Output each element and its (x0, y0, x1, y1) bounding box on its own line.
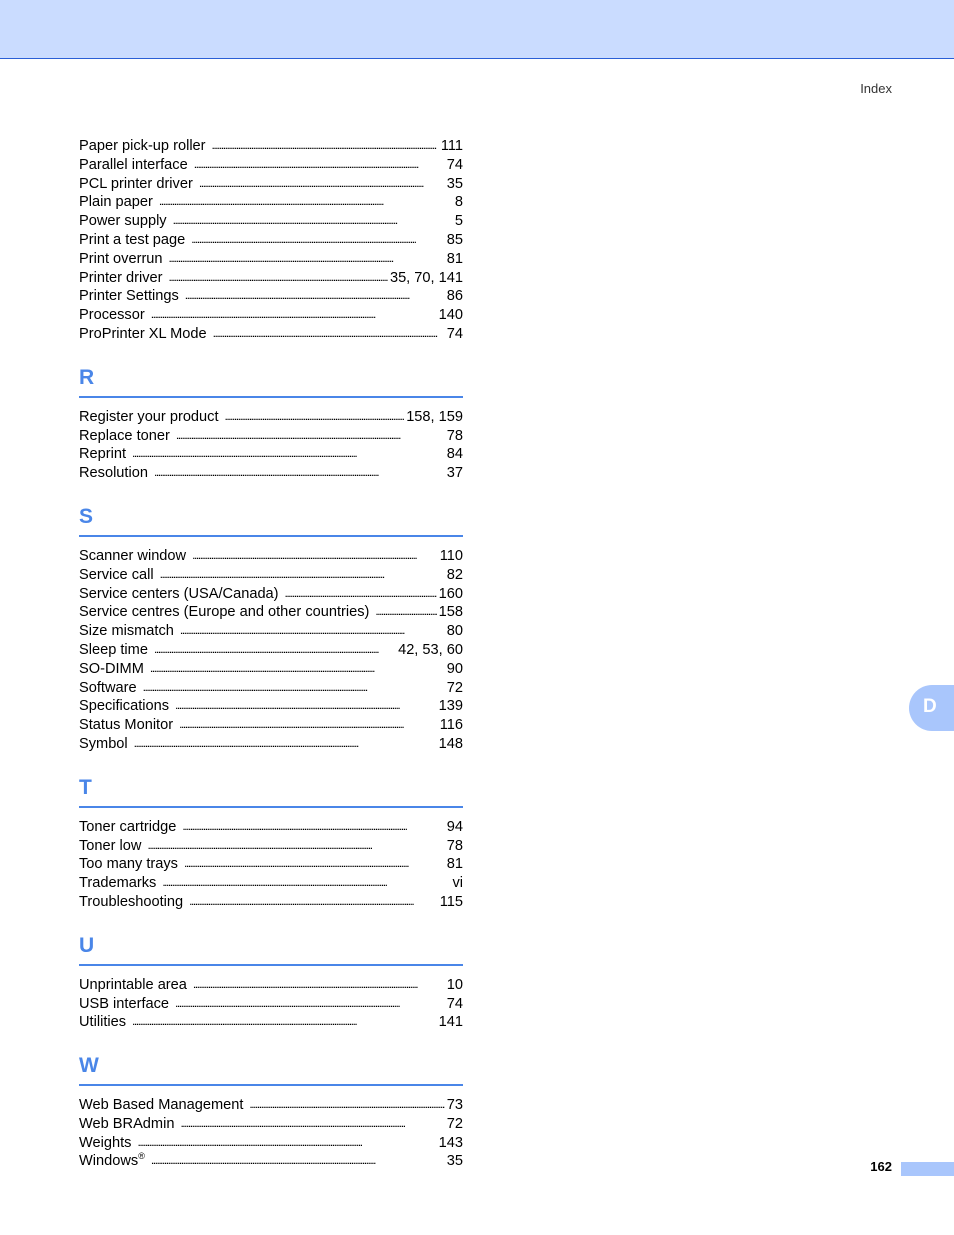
index-term (79, 622, 180, 641)
dot-leader (194, 155, 445, 174)
index-term (79, 1013, 132, 1032)
index-entry[interactable] (79, 287, 463, 306)
dot-leader (192, 546, 438, 565)
index-entry[interactable] (79, 547, 463, 566)
index-entry[interactable] (79, 250, 463, 269)
index-pages[interactable]: 74 (446, 325, 463, 342)
index-term-text: Print overrun (79, 250, 163, 267)
index-pages[interactable]: 73 (446, 1097, 463, 1114)
dot-leader (180, 1114, 444, 1133)
dot-leader (179, 715, 438, 734)
dot-leader (169, 268, 388, 287)
index-term (79, 137, 212, 156)
index-term (79, 1115, 180, 1134)
index-entry[interactable] (79, 1096, 463, 1115)
index-term (79, 837, 147, 856)
dot-leader (134, 734, 437, 753)
index-entry[interactable] (79, 156, 463, 175)
index-pages[interactable]: 82 (446, 566, 463, 583)
index-pages[interactable]: 5 (454, 213, 463, 230)
dot-leader (249, 1095, 444, 1114)
index-term (79, 1134, 137, 1153)
index-entry[interactable] (79, 445, 463, 464)
dot-leader (225, 407, 405, 426)
dot-leader (213, 324, 445, 343)
dot-leader (159, 192, 453, 211)
dot-leader (199, 174, 445, 193)
dot-leader (189, 892, 438, 911)
index-entry[interactable] (79, 893, 463, 912)
index-term-text: Printer Settings (79, 288, 179, 305)
index-entry[interactable] (79, 716, 463, 735)
index-term-text: Toner cartridge (79, 818, 177, 835)
index-entry[interactable] (79, 137, 463, 156)
section-heading-r: R (79, 363, 463, 398)
index-entry[interactable] (79, 408, 463, 427)
index-term-text: SO-DIMM (79, 660, 144, 677)
index-term-text: ProPrinter XL Mode (79, 325, 207, 342)
index-pages[interactable]: 84 (446, 446, 463, 463)
index-term (79, 893, 189, 912)
index-pages[interactable]: 111 (440, 138, 463, 154)
index-pages[interactable]: 35 (446, 1153, 463, 1170)
dot-leader (151, 1151, 445, 1170)
index-pages[interactable]: 78 (446, 837, 463, 854)
dot-leader (154, 640, 396, 659)
dot-leader (151, 305, 437, 324)
index-term (79, 660, 150, 679)
dot-leader (175, 696, 437, 715)
index-term-text: Service centres (Europe and other countries) (79, 604, 370, 621)
index-term-text: Too many trays (79, 856, 178, 873)
index-term-text: Web Based Management (79, 1097, 244, 1114)
index-pages[interactable]: 85 (446, 231, 463, 248)
dot-leader (176, 426, 445, 445)
dot-leader (154, 463, 445, 482)
index-entry[interactable] (79, 269, 463, 288)
index-term-text: Parallel interface (79, 156, 188, 173)
dot-leader (375, 602, 436, 621)
index-term (79, 306, 151, 325)
dot-leader (173, 211, 453, 230)
index-pages[interactable]: 74 (446, 156, 463, 173)
dot-leader (132, 1012, 437, 1031)
index-pages[interactable]: 94 (446, 818, 463, 835)
index-term (79, 874, 162, 893)
index-term-text: Software (79, 679, 137, 696)
dot-leader (193, 975, 445, 994)
running-header: Index (860, 81, 892, 96)
index-term-text: Power supply (79, 213, 167, 230)
index-entry[interactable] (79, 1115, 463, 1134)
chapter-tab-d[interactable]: D (909, 685, 954, 731)
index-term (79, 547, 192, 566)
index-pages[interactable]: 72 (446, 679, 463, 696)
index-term (79, 1096, 249, 1115)
index-pages[interactable]: 78 (446, 427, 463, 444)
index-pages[interactable]: 80 (446, 623, 463, 640)
index-term-text: Printer driver (79, 269, 163, 286)
index-pages[interactable]: 115 (439, 893, 463, 910)
index-term (79, 735, 134, 754)
index-term-text: Windows (79, 1153, 139, 1170)
index-entry[interactable] (79, 622, 463, 641)
index-entry[interactable] (79, 735, 463, 754)
dot-leader (184, 854, 445, 873)
index-entry[interactable] (79, 585, 463, 604)
index-pages[interactable]: 42, 53, 60 (398, 641, 463, 658)
index-term-text: Weights (79, 1134, 132, 1151)
index-entry[interactable] (79, 697, 463, 716)
index-pages[interactable]: 116 (439, 717, 463, 734)
dot-leader (160, 565, 445, 584)
index-term (79, 976, 193, 995)
index-term (79, 464, 154, 483)
page-number: 162 (870, 1159, 892, 1174)
index-term (79, 679, 143, 698)
index-entry[interactable] (79, 427, 463, 446)
index-term (79, 566, 160, 585)
index-term-text: Web BRAdmin (79, 1115, 175, 1132)
index-entry[interactable] (79, 231, 463, 250)
dot-leader (180, 621, 445, 640)
index-term-text: Trademarks (79, 875, 157, 892)
section-heading-t: T (79, 773, 463, 808)
index-term-text: Unprintable area (79, 976, 187, 993)
index-pages[interactable]: 72 (446, 1115, 463, 1132)
index-entry[interactable] (79, 679, 463, 698)
index-term (79, 445, 132, 464)
dot-leader (212, 136, 439, 155)
index-term-text: Status Monitor (79, 717, 174, 734)
index-term-text: Service call (79, 566, 154, 583)
index-term-text: Register your product (79, 408, 219, 425)
index-term (79, 250, 169, 269)
index-entry[interactable] (79, 464, 463, 483)
index-term (79, 175, 199, 194)
index-entry[interactable] (79, 660, 463, 679)
index-entry[interactable] (79, 641, 463, 660)
registered-mark: ® (138, 1150, 145, 1161)
index-pages[interactable]: 37 (446, 465, 463, 482)
index-term (79, 603, 375, 622)
dot-leader (285, 584, 437, 603)
index-entry[interactable] (79, 566, 463, 585)
index-term (79, 408, 225, 427)
index-entry[interactable] (79, 995, 463, 1014)
index-entry[interactable] (79, 603, 463, 622)
index-pages[interactable]: 148 (438, 735, 463, 752)
index-term-text: Reprint (79, 446, 127, 463)
index-entry[interactable] (79, 1134, 463, 1153)
index-term (79, 697, 175, 716)
index-pages[interactable]: 81 (446, 856, 463, 873)
index-entry[interactable] (79, 1152, 463, 1171)
index-term (79, 641, 154, 660)
dot-leader (191, 230, 444, 249)
index-term-text: Paper pick-up roller (79, 138, 206, 154)
index-term (79, 156, 194, 175)
dot-leader (175, 994, 445, 1013)
section-heading-w: W (79, 1051, 463, 1086)
index-term (79, 287, 185, 306)
dot-leader (147, 836, 444, 855)
dot-leader (150, 659, 445, 678)
index-term-text: Troubleshooting (79, 893, 184, 910)
index-term (79, 231, 191, 250)
index-term (79, 427, 176, 446)
index-term-text: USB interface (79, 995, 170, 1012)
index-term-text: Toner low (79, 837, 142, 854)
index-pages[interactable]: 81 (446, 250, 463, 267)
dot-leader (169, 249, 445, 268)
index-term (79, 269, 169, 288)
index-pages[interactable]: 143 (438, 1134, 463, 1151)
index-term-text: Scanner window (79, 547, 187, 564)
index-entry[interactable] (79, 1013, 463, 1032)
index-term (79, 212, 173, 231)
index-pages[interactable]: 110 (439, 547, 463, 564)
index-term-text: Utilities (79, 1014, 127, 1031)
index-entry[interactable] (79, 212, 463, 231)
dot-leader (132, 444, 445, 463)
index-entry[interactable] (79, 306, 463, 325)
index-pages[interactable]: 140 (438, 307, 463, 324)
index-pages[interactable]: 141 (438, 1014, 463, 1031)
index-term-text: PCL printer driver (79, 175, 193, 192)
index-pages[interactable]: 158 (438, 604, 463, 621)
index-pages[interactable]: 86 (446, 288, 463, 305)
index-term-text: Symbol (79, 735, 128, 752)
index-term (79, 818, 182, 837)
index-term-text: Print a test page (79, 231, 186, 248)
index-term (79, 716, 179, 735)
index-term-text: Size mismatch (79, 623, 174, 640)
dot-leader (185, 286, 445, 305)
index-entry[interactable] (79, 325, 463, 344)
index-column (79, 137, 463, 1171)
index-term (79, 325, 213, 344)
index-entry[interactable] (79, 855, 463, 874)
index-entry[interactable] (79, 175, 463, 194)
dot-leader (137, 1133, 436, 1152)
index-pages[interactable]: 74 (446, 995, 463, 1012)
index-term-text: Replace toner (79, 427, 170, 444)
index-term (79, 855, 184, 874)
index-entry[interactable] (79, 818, 463, 837)
dot-leader (162, 873, 450, 892)
index-term (79, 1152, 151, 1171)
index-pages[interactable]: 8 (454, 194, 463, 211)
section-heading-u: U (79, 931, 463, 966)
section-heading-s: S (79, 502, 463, 537)
index-term (79, 995, 175, 1014)
index-entry[interactable] (79, 874, 463, 893)
dot-leader (182, 817, 444, 836)
index-entry[interactable] (79, 976, 463, 995)
index-term-text: Plain paper (79, 194, 153, 211)
index-term-text: Service centers (USA/Canada) (79, 585, 279, 602)
index-pages[interactable]: 90 (446, 660, 463, 677)
dot-leader (143, 678, 445, 697)
header-band (0, 0, 954, 59)
page-number-tab (901, 1162, 954, 1176)
index-term-text: Resolution (79, 465, 148, 482)
index-pages[interactable]: 35, 70, 141 (389, 269, 463, 286)
index-pages[interactable]: vi (452, 875, 463, 892)
index-term (79, 585, 285, 604)
index-entry[interactable] (79, 193, 463, 212)
index-term-text: Specifications (79, 698, 170, 715)
index-pages[interactable]: 35 (446, 175, 463, 192)
index-term-text: Processor (79, 307, 145, 324)
index-pages[interactable]: 139 (438, 698, 463, 715)
index-pages[interactable]: 10 (446, 976, 463, 993)
index-pages[interactable]: 158, 159 (406, 408, 463, 425)
index-term-text: Sleep time (79, 641, 148, 658)
index-pages[interactable]: 160 (438, 585, 463, 602)
index-entry[interactable] (79, 837, 463, 856)
index-term (79, 193, 159, 212)
